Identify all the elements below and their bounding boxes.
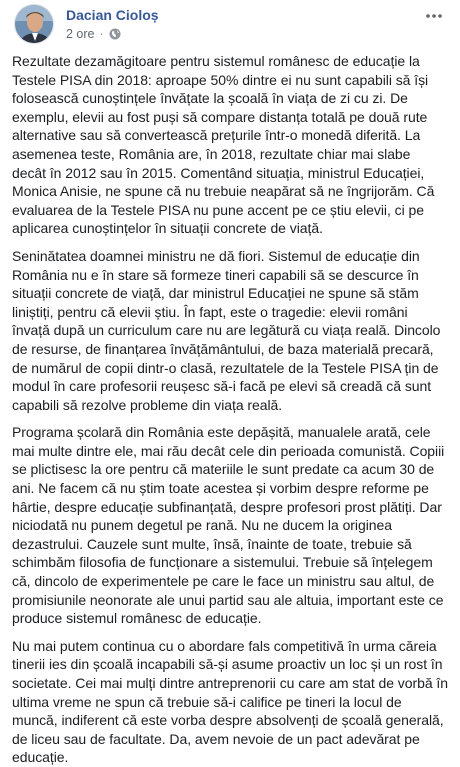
post-timestamp[interactable]: 2 ore [66, 27, 95, 41]
post-paragraph-2: Seninătatea doamnei ministru ne dă fiori. Sistemul de educație din România nu e în stare să formeze tineri capabili să se descurce în situații concrete de viață, dar ministrul Educației ne spune să stăm liniștiți, pentru că elevii știu. În fapt, este o tragedie: elevii români învață după un curriculum care nu are legătură cu viața reală. Dincolo de resurse, de finanțarea învățământului, de baza materială precară, de numărul de copii dintr-o clasă, rezultatele de la Testele PISA țin de modul în care profesorii reușesc să-i facă pe elevi să creadă că sunt capabili să rezolve probleme din viața reală. [12, 247, 441, 413]
ellipsis-icon [426, 14, 442, 18]
globe-icon[interactable] [109, 28, 121, 40]
post-options-button[interactable] [422, 6, 446, 26]
post-body [8, 52, 452, 767]
meta-separator: · [99, 27, 104, 41]
post-meta [66, 27, 121, 41]
post-paragraph-4: Nu mai putem continua cu o abordare fals competitivă în urma căreia tinerii ies din școală incapabili să-și asume proactiv un loc și un rost în societate. Cei mai mulți dintre antreprenorii cu care am stat de vorbă în ultima vreme ne spun că trebuie să-i califice pe tineri la locul de muncă, indiferent că este vorba despre absolvenți de școală generală, de liceu sau de facultate. Da, avem nevoie de un pact adevărat pe educație. [12, 637, 448, 766]
author-avatar[interactable] [14, 4, 54, 44]
post-header [8, 0, 452, 50]
post-paragraph-1: Rezultate dezamăgitoare pentru sistemul românesc de educație la Testele PISA din 2018: aproape 50% dintre ei nu sunt capabili să își folosească cunoștințele învățate la școală în viața de zi cu zi. De exemplu, elevii au fost puși să compare distanța totală pe două rute alternative sau să convertească prețurile într-o monedă diferită. La asemenea teste, România are, în 2018, rezultate chiar mai slabe decât în 2012 sau în 2015. Comentând situația, ministrul Educației, Monica Anisie, ne spune că nu trebuie neapărat să ne îngrijorăm. Că evaluarea de la Testele PISA nu pune accent pe ce știu elevii, ci pe aplicarea cunoștințelor în situații concrete de viață. [12, 53, 435, 237]
post-paragraph-3: Programa școlară din România este depășită, manualele arată, cele mai multe dintre ele, mai rău decât cele din perioada comunistă. Copiii se plictisesc la ore pentru că materiile le sunt predate ca acum 30 de ani. Ne facem că nu știm toate acestea și vorbim despre reforme pe hârtie, despre educație subfinanțată, despre profesori prost plătiți. Dar niciodată nu punem degetul pe rană. Nu ne ducem la originea dezastrului. Cauzele sunt multe, însă, înainte de toate, trebuie să schimbăm filosofia de funcționare a sistemului. Trebuie să înțelegem că, dincolo de experimentele pe care le face un ministru sau altul, de promisiunile neonorate ale unui partid sau ale altuia, important este ce produce sistemul românesc de educație. [12, 424, 445, 627]
author-name[interactable]: Dacian Cioloș [66, 7, 159, 23]
avatar-image [15, 5, 54, 44]
